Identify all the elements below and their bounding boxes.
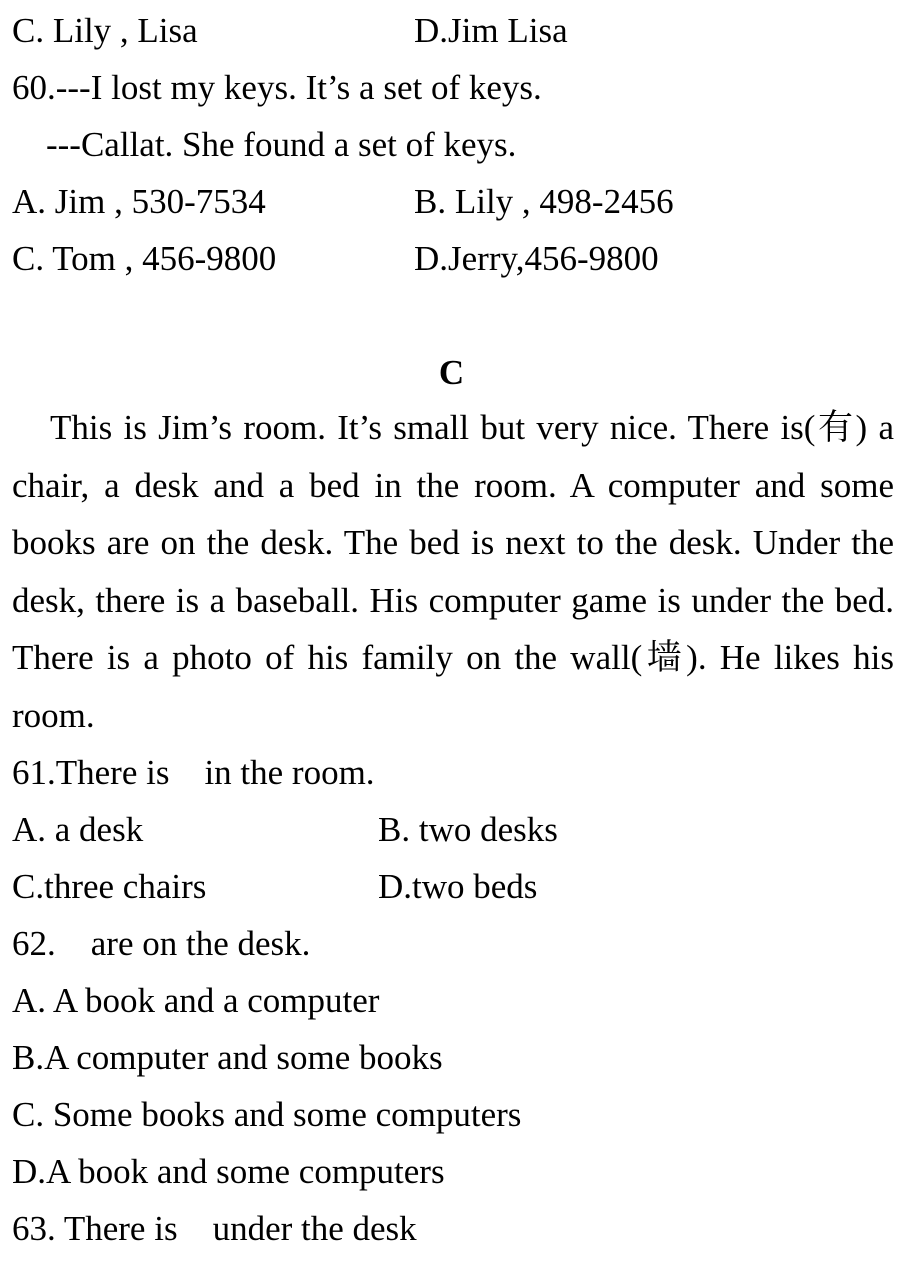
q62-option-b: B.A computer and some books: [12, 1038, 443, 1077]
q59-option-d: D.Jim Lisa: [414, 11, 568, 50]
q62-option-a: A. A book and a computer: [12, 981, 380, 1020]
q60-question: 60.---I lost my keys. It’s a set of keys.: [12, 68, 542, 107]
q60-answer: ---Callat. She found a set of keys.: [46, 125, 517, 164]
q62-option-c: C. Some books and some computers: [12, 1095, 522, 1134]
q61-option-d: D.two beds: [378, 867, 538, 906]
q62-option-d: D.A book and some computers: [12, 1152, 445, 1191]
q60-option-c: C. Tom , 456-9800: [12, 239, 277, 278]
q61-question: 61.There is in the room.: [12, 753, 375, 792]
q60-option-a: A. Jim , 530-7534: [12, 182, 266, 221]
section-c-passage: This is Jim’s room. It’s small but very nice. There is(有) a chair, a desk and a bed in the room. A computer and some books are on the desk. The bed is next to the desk. Under the desk, there is a baseball. His computer game is under the bed. There is a photo of his family on the wall(墙). He likes his room.: [12, 408, 894, 735]
q63-question: 63. There is under the desk: [12, 1209, 417, 1248]
section-c-heading: C: [438, 353, 465, 392]
q61-option-c: C.three chairs: [12, 867, 207, 906]
q60-option-b: B. Lily , 498-2456: [414, 182, 674, 221]
q61-option-b: B. two desks: [378, 810, 558, 849]
q59-option-c: C. Lily , Lisa: [12, 11, 198, 50]
q61-option-a: A. a desk: [12, 810, 144, 849]
q60-option-d: D.Jerry,456-9800: [414, 239, 659, 278]
q62-question: 62. are on the desk.: [12, 924, 311, 963]
